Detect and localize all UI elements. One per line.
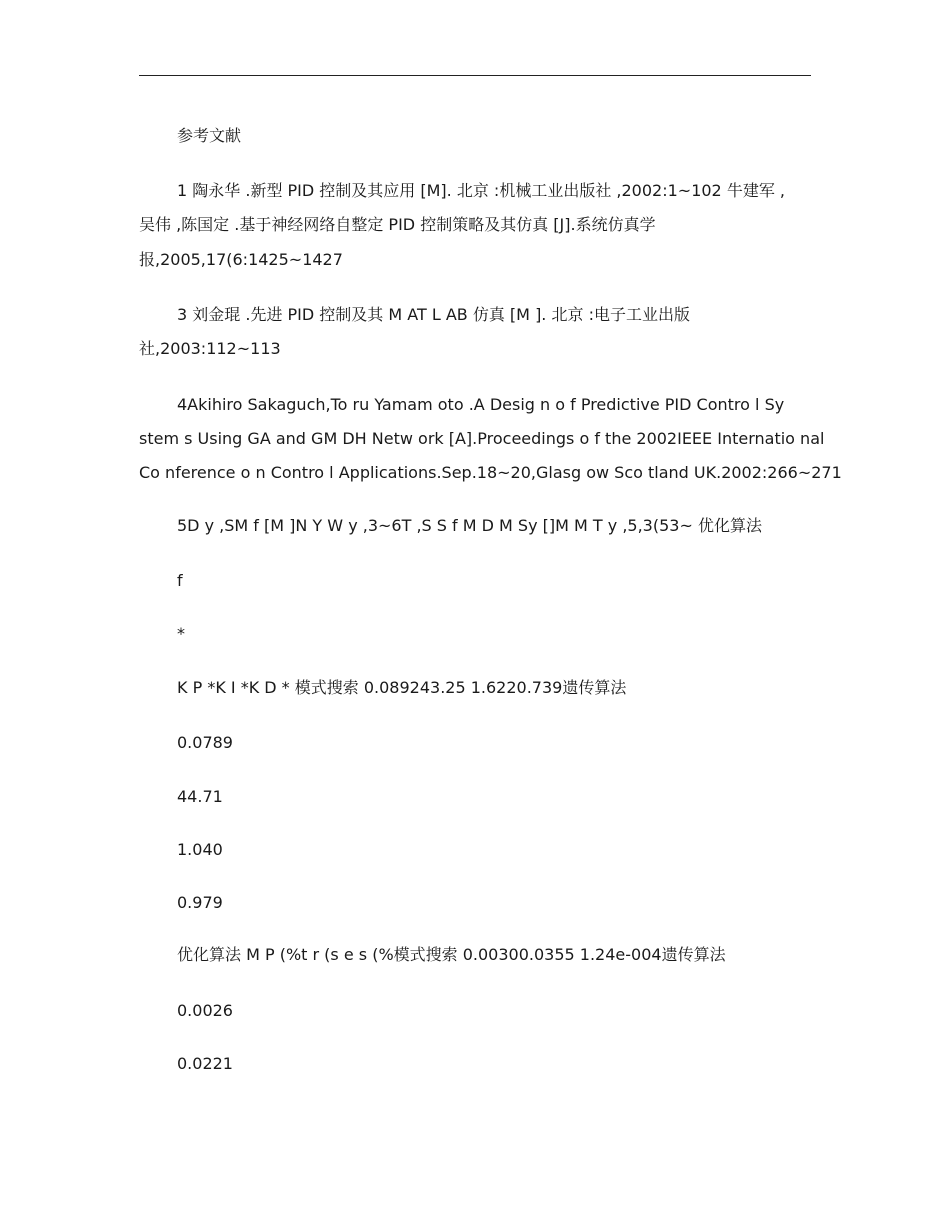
- performance-row: 优化算法 M P (%t r (s e s (%模式搜索 0.00300.0355 1.24e-004遗传算法: [177, 945, 726, 964]
- value-cell: 1.040: [177, 840, 223, 859]
- reference-1-line-3: 报,2005,17(6:1425~1427: [139, 250, 343, 269]
- header-rule: [139, 75, 811, 76]
- gains-row: K P *K I *K D * 模式搜索 0.089243.25 1.6220.739遗传算法: [177, 678, 627, 697]
- reference-4-line-3: Co nference o n Contro l Applications.Sep.18~20,Glasg ow Sco tland UK.2002:266~271: [139, 463, 842, 482]
- reference-5-line-1: 5D y ,SM f [M ]N Y W y ,3~6T ,S S f M D M Sy []M M T y ,5,3(53~ 优化算法: [177, 516, 762, 535]
- fragment-f: f: [177, 571, 183, 590]
- reference-1-line-1: 1 陶永华 .新型 PID 控制及其应用 [M]. 北京 :机械工业出版社 ,2002:1~102 牛建军 ,: [177, 181, 785, 200]
- fragment-asterisk: *: [177, 624, 185, 643]
- reference-3-line-2: 社,2003:112~113: [139, 339, 281, 358]
- reference-4-line-1: 4Akihiro Sakaguch,To ru Yamam oto .A Desig n o f Predictive PID Contro l Sy: [177, 395, 785, 414]
- reference-3-line-1: 3 刘金琨 .先进 PID 控制及其 M AT L AB 仿真 [M ]. 北京 :电子工业出版: [177, 305, 690, 324]
- value-cell: 0.0221: [177, 1054, 233, 1073]
- value-cell: 0.0026: [177, 1001, 233, 1020]
- reference-4-line-2: stem s Using GA and GM DH Netw ork [A].Proceedings o f the 2002IEEE Internatio nal: [139, 429, 825, 448]
- value-cell: 0.979: [177, 893, 223, 912]
- value-cell: 44.71: [177, 787, 223, 806]
- references-heading: 参考文献: [177, 126, 242, 145]
- reference-1-line-2: 吴伟 ,陈国定 .基于神经网络自整定 PID 控制策略及其仿真 [J].系统仿真学: [139, 215, 656, 234]
- value-cell: 0.0789: [177, 733, 233, 752]
